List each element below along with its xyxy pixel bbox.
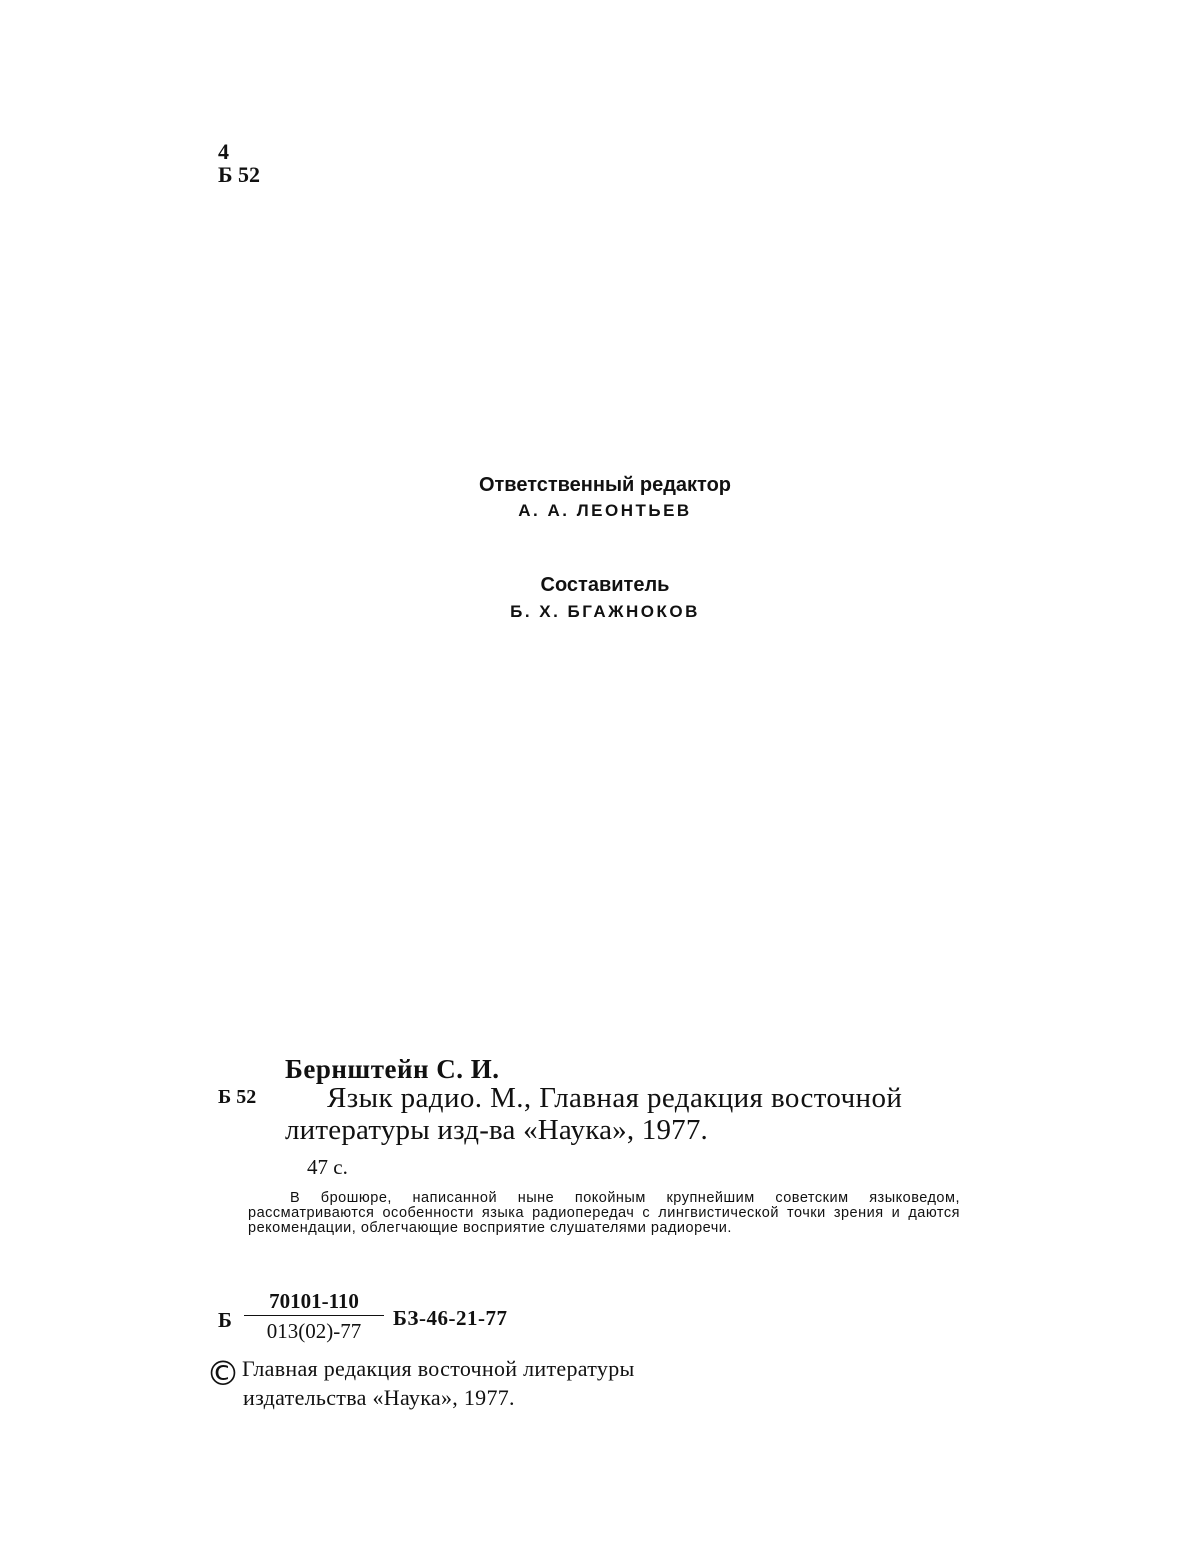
catalog-index-numerator: 70101-110 — [269, 1289, 359, 1313]
compiler-role: Составитель — [540, 574, 670, 596]
author-name: Бернштейн С. И. — [285, 1054, 500, 1084]
abstract-paragraph: В брошюре, написанной ныне покойным крупнейшим советским языковедом, рассматриваются особенности языка радиопередач с лингвистической точки зрения и даются рекомендации, облегчающие восприятие слушателями радиоречи. — [248, 1190, 960, 1236]
bbk-code: Б 52 — [218, 162, 261, 187]
catalog-index-letter: Б — [218, 1308, 232, 1332]
catalog-index-code: БЗ-46-21-77 — [393, 1306, 508, 1330]
copyright-icon: © — [206, 1354, 240, 1394]
title-line-1: Язык радио. М., Главная редакция восточной — [327, 1082, 903, 1114]
editor-name: А. А. ЛЕОНТЬЕВ — [518, 501, 692, 520]
title-line-2: литературы изд-ва «Наука», 1977. — [285, 1114, 708, 1146]
fraction-bar — [244, 1315, 384, 1316]
page-count: 47 с. — [307, 1155, 348, 1179]
catalog-index-fraction — [244, 1289, 384, 1343]
udk-number: 4 — [218, 139, 229, 164]
compiler-name: Б. Х. БГАЖНОКОВ — [510, 602, 700, 621]
catalog-index-denominator: 013(02)-77 — [266, 1319, 362, 1343]
editor-role: Ответственный редактор — [478, 474, 732, 496]
copyright-line-2: издательства «Наука», 1977. — [243, 1385, 515, 1410]
record-bbk-code: Б 52 — [218, 1086, 257, 1108]
copyright-line-1: Главная редакция восточной литературы — [242, 1356, 635, 1381]
